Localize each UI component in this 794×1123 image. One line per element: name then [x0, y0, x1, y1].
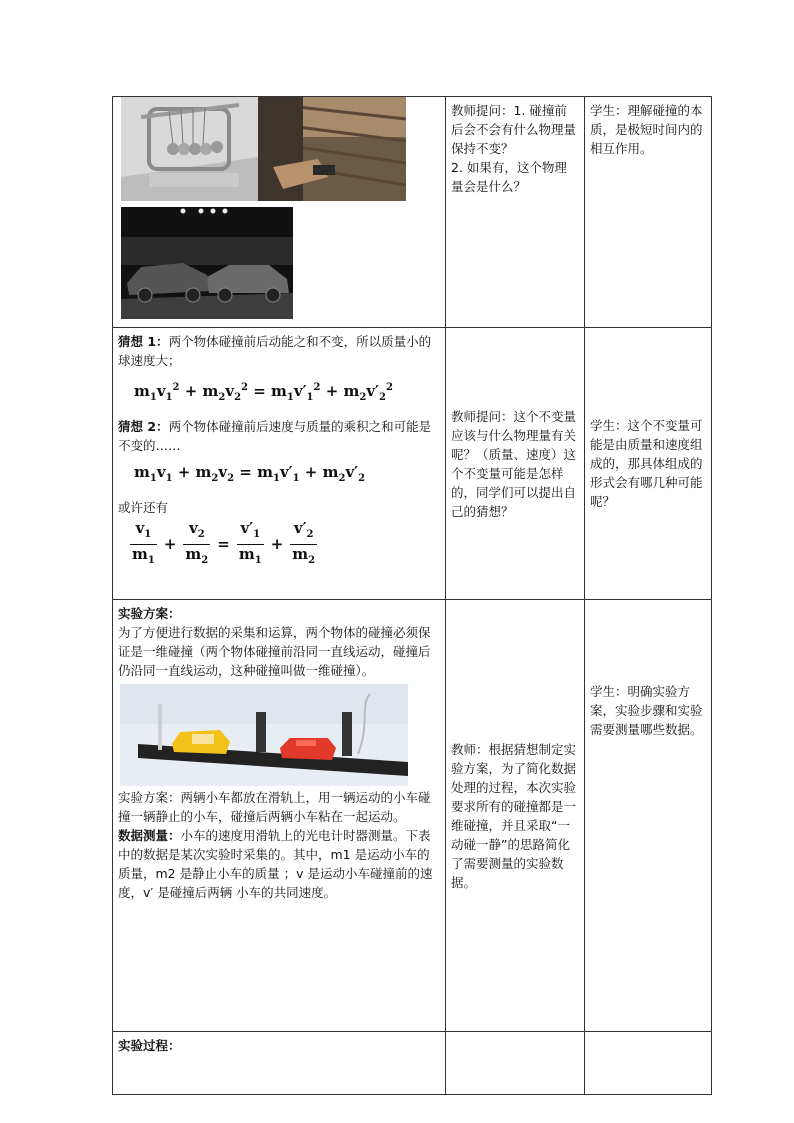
guess2-text: 两个物体碰撞前后速度与质量的乘积之和可能是不变的……	[118, 419, 432, 453]
plan-label: 实验方案：	[118, 606, 181, 621]
process-label: 实验过程：	[118, 1038, 181, 1053]
plan-cell	[113, 600, 446, 1032]
teacher-question-2: 2. 如果有，这个物理量会是什么？	[451, 160, 567, 194]
table-row	[113, 328, 712, 600]
newtons-cradle-image	[121, 97, 258, 201]
measure-text: 小车的速度用滑轨上的光电计时器测量。下表中的数据是某次实验时采集的。其中，m1 是运动小车的质量，m2 是静止小车的质量 ；v 是运动小车碰撞前的速度，v′ 是碰撞后两辆 小车的共同速度。	[118, 828, 433, 900]
guess2-label: 猜想 2：	[118, 419, 169, 434]
student-text: 学生：明确实验方案，实验步骤和实验需要测量哪些数据。	[590, 684, 703, 737]
guess-cell	[113, 328, 446, 600]
guess1-label: 猜想 1：	[118, 334, 169, 349]
process-cell	[113, 1032, 446, 1095]
student-cell	[585, 97, 712, 328]
teacher-cell	[446, 328, 585, 600]
student-cell	[585, 328, 712, 600]
table-row	[113, 600, 712, 1032]
guess1-text: 两个物体碰撞前后动能之和不变，所以质量小的球速度大；	[118, 334, 432, 368]
plan-text: 为了方便进行数据的采集和运算，两个物体的碰撞必须保证是一维碰撞（两个物体碰撞前沿同一直线运动，碰撞后仍沿同一直线运动，这种碰撞叫做一维碰撞）。	[118, 625, 431, 678]
student-cell	[585, 1032, 712, 1095]
teacher-cell	[446, 600, 585, 1032]
teacher-cell	[446, 1032, 585, 1095]
teacher-question-1: 教师提问：1. 碰撞前后会不会有什么物理量保持不变？	[451, 103, 577, 156]
hammer-nail-image	[258, 97, 406, 201]
measure-label: 数据测量：	[118, 828, 181, 843]
student-text: 学生：理解碰撞的本质，是极短时间内的相互作用。	[590, 103, 703, 156]
ratio-equation: $\frac{v_1}{m_1}$ + $\frac{v_2}{m_2}$ = $\frac{v'_1}{m_1}$ + $\frac{v'_2}{m_2}$	[132, 519, 316, 566]
student-cell	[585, 600, 712, 1032]
momentum-equation: $m_1v_1 + m_2v_2 = m_1v'_1 + m_2v'_2$	[134, 463, 366, 484]
air-track-carts-image	[120, 684, 408, 786]
table-row	[113, 97, 712, 328]
images-cell	[113, 97, 446, 328]
maybe-text: 或许还有	[118, 500, 169, 515]
teacher-text: 教师：根据猜想制定实验方案，为了简化数据处理的过程，本次实验要求所有的碰撞都是一维碰撞，并且采取“一动碰一静”的思路简化了需要测量的实验数据。	[451, 741, 577, 890]
table-row	[113, 1032, 712, 1095]
energy-equation: $m_1v_1^2 + m_2v_2^2 = m_1v'_1^2 + m_2v'_2^2$	[134, 382, 393, 403]
student-text: 学生：这个不变量可能是由质量和速度组成的，那具体组成的形式会有哪几种可能呢？	[590, 418, 703, 509]
car-crash-test-image	[121, 207, 293, 319]
plan2-text: 实验方案：两辆小车都放在滑轨上，用一辆运动的小车碰撞一辆静止的小车，碰撞后两辆小车粘在一起运动。	[118, 790, 431, 824]
teacher-text: 教师提问：这个不变量应该与什么物理量有关呢？（质量、速度）这个不变量可能是怎样的，同学们可以提出自己的猜想？	[451, 408, 577, 519]
lesson-plan-table	[112, 96, 712, 1095]
teacher-cell	[446, 97, 585, 328]
